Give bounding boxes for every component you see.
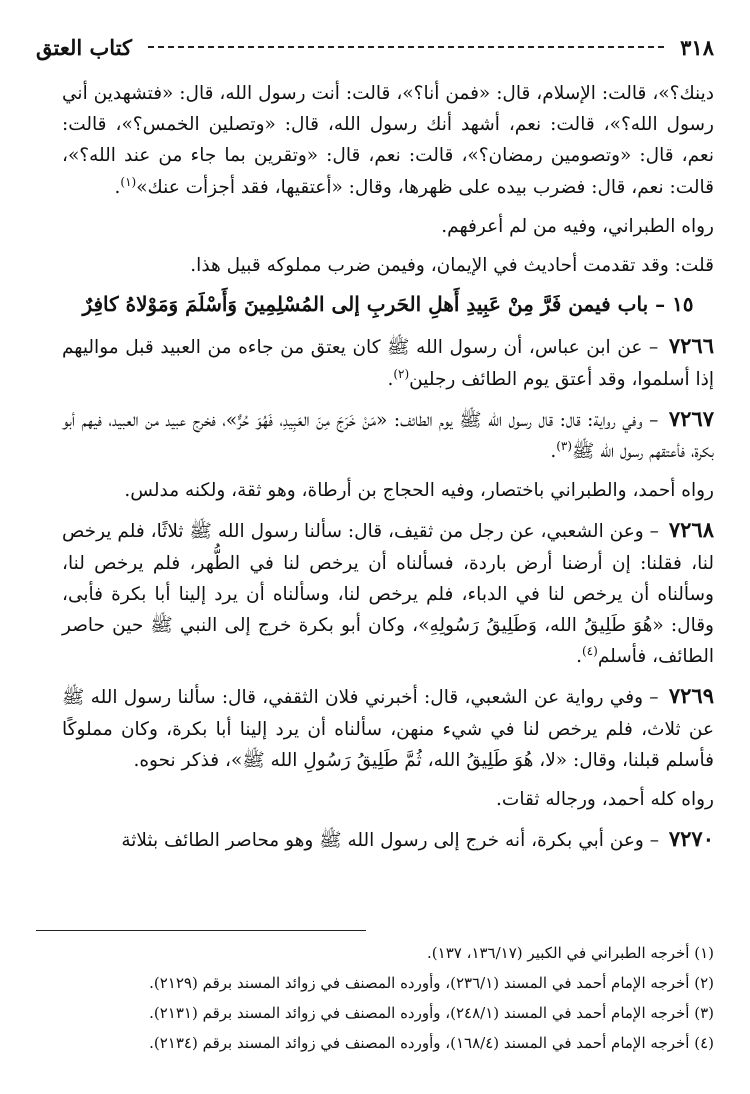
paragraph: دينك؟»، قالت: الإسلام، قال: «فمن أنا؟»، قالت: أنت رسول الله، قال: «فتشهدين أني رسول الله؟»، قالت: نعم، أشهد أنك رسول الله، قال: «وتصلين الخمس؟»، قالت: نعم، قال: «وتصومين رمضان؟»، قالت: نعم، قال: «وتقرين بما جاء من عند الله؟»، قالت: نعم، قال: فضرب بيده على ظهرها، وقال: «أعتقيها، فقد أجزأت عنك»$^{(١)}$. [62, 83, 714, 198]
paragraph: رواه الطبراني، وفيه من لم أعرفهم. [441, 215, 714, 237]
hadith-7270: ٧٢٧٠ – وعن أبي بكرة، أنه خرج إلى رسول الله ﷺ وهو محاصر الطائف بثلاثة [121, 826, 714, 852]
hadith-7267: ٧٢٦٧ – وفي رواية: قال: قال رسول الله ﷺ يوم الطائف: «مَنْ خَرَجَ مِنَ العَبِيدِ، فَهُوَ حُرٌّ»، فخرج عبيد من العبيد، فيهم أبو بكرة، فأعتقهم رسول الله ﷺ$^{(٣)}$. [62, 405, 714, 463]
footnote: (٤) أخرجه الإمام أحمد في المسند (١٦٨/٤)، وأورده المصنف في زوائد المسند برقم (٢١٣٤). [149, 1034, 714, 1052]
footnote-ref: (١) [120, 174, 137, 189]
footnote-ref: (٣) [556, 438, 573, 453]
hadith-number: ٧٢٧٠ [668, 826, 714, 852]
hadith-7266: ٧٢٦٦ – عن ابن عباس، أن رسول الله ﷺ كان يعتق من جاءه من العبيد قبل مواليهم إذا أسلموا، وقد أعتق يوم الطائف رجلين$^{(٢)}$. [62, 333, 714, 390]
hadith-number: ٧٢٦٧ [668, 405, 714, 431]
page-body [62, 78, 714, 864]
footnote-ref: (٤) [582, 644, 598, 659]
paragraph: قلت: وقد تقدمت أحاديث في الإيمان، وفيمن ضرب مملوكه قبيل هذا. [190, 255, 714, 277]
footnote: (٣) أخرجه الإمام أحمد في المسند (٢٤٨/١)، وأورده المصنف في زوائد المسند برقم (٢١٣١). [149, 1004, 714, 1022]
footnote: (٢) أخرجه الإمام أحمد في المسند (٢٣٦/١)، وأورده المصنف في زوائد المسند برقم (٢١٢٩). [149, 974, 714, 992]
footnote-divider [36, 930, 366, 931]
chapter-heading: ١٥ – باب فيمن فَرَّ مِنْ عَبِيدِ أَهلِ الحَربِ إلى المُسْلِمِينَ وَأَسْلَمَ وَمَوْلاهُ كافِرٌ [82, 292, 694, 317]
footnotes [36, 938, 714, 1058]
book-title: كتاب العتق [36, 34, 133, 60]
hadith-number: ٧٢٦٩ [668, 683, 714, 709]
page-header [36, 30, 714, 64]
paragraph: رواه أحمد، والطبراني باختصار، وفيه الحجاج بن أرطاة، وهو ثقة، ولكنه مدلس. [124, 480, 714, 502]
hadith-7268: ٧٢٦٨ – وعن الشعبي، عن رجل من ثقيف، قال: سألنا رسول الله ﷺ ثلاثًا، فلم يرخص لنا، فقلنا: إن أرضنا أرض باردة، فسألناه أن يرخص لنا في الطُّهر، فلم يرخص لنا، وسألناه أن يرخص لنا في الدباء، فلم يرخص لنا، وسألناه أن يرد إلينا أبا بكرة فأبى، وقال: «هُوَ طَلِيقُ الله، وَطَلِيقُ رَسُولِهِ»، وكان أبو بكرة خرج إلى النبي ﷺ حين حاصر الطائف، فأسلم$^{(٤)}$. [62, 517, 714, 668]
hadith-7269: ٧٢٦٩ – وفي رواية عن الشعبي، قال: أخبرني فلان الثقفي، قال: سألنا رسول الله ﷺ عن ثلاث، فلم يرخص لنا في شيء منهن، سألناه أن يرد إلينا أبا بكرة، وكان مملوكًا فأسلم قبلنا، وقال: «لا، هُوَ طَلِيقُ الله، ثُمَّ طَلِيقُ رَسُولِ الله ﷺ»، فذكر نحوه. [62, 683, 714, 771]
footnote: (١) أخرجه الطبراني في الكبير (١٣٦/١٧، ١٣٧). [427, 944, 714, 962]
hadith-number: ٧٢٦٦ [668, 333, 714, 359]
hadith-number: ٧٢٦٨ [668, 517, 714, 543]
page-number: ٣١٨ [680, 34, 714, 60]
header-divider [148, 46, 664, 48]
paragraph: رواه كله أحمد، ورجاله ثقات. [496, 789, 714, 811]
footnote-ref: (٢) [393, 366, 410, 381]
